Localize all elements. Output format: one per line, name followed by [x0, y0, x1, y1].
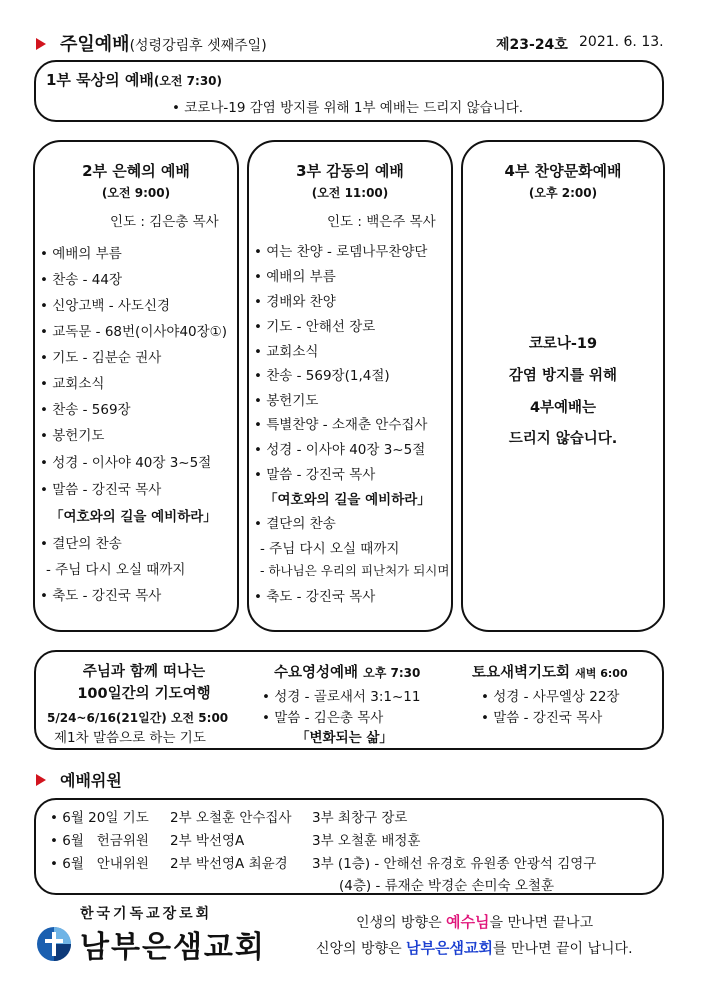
committee-service2: 2부 박선영A 최윤경: [170, 856, 288, 872]
service4-notice-line: 감염 방지를 위해: [508, 368, 618, 384]
list-item: • 기도 - 김분순 권사: [40, 350, 162, 366]
committee-service3: 3부 (1층) - 안해선 유경호 유원종 안광석 김영구: [312, 856, 597, 872]
service1-time: (오전 7:30): [153, 74, 223, 88]
denomination: 한국기독교장로회: [80, 906, 213, 922]
committee-heading: 예배위원: [60, 771, 122, 790]
saturday-sermon: • 말씀 - 강진국 목사: [481, 710, 603, 726]
church-logo-icon: [36, 926, 72, 962]
committee-month: • 6월 안내위원: [50, 856, 149, 872]
list-item: • 결단의 찬송: [254, 516, 336, 532]
motto-highlight: 남부은샘교회: [406, 939, 493, 957]
list-item: • 신앙고백 - 사도신경: [40, 298, 171, 314]
motto-text: 를 만나면 끝이 납니다.: [493, 941, 633, 957]
service2-leader: 인도 : 김은총 목사: [110, 214, 219, 230]
service4-notice-line: 드리지 않습니다.: [508, 431, 618, 447]
list-item: • 봉헌기도: [40, 428, 105, 444]
list-item: • 찬송 - 44장: [40, 272, 123, 288]
list-item: - 주님 다시 오실 때까지: [46, 562, 186, 578]
service1-title: 1부 묵상의 예배: [46, 71, 154, 89]
list-item: • 말씀 - 강진국 목사: [254, 467, 376, 483]
list-item: • 축도 - 강진국 목사: [254, 589, 376, 605]
list-item: • 여는 찬양 - 로뎀나무찬양단: [254, 244, 428, 260]
list-item: - 하나님은 우리의 피난처가 되시며: [260, 563, 450, 578]
committee-service2: 2부 오철훈 안수집사: [170, 810, 292, 826]
list-item: • 성경 - 이사야 40장 3~5절: [40, 455, 212, 471]
journey-desc: 제1차 말씀으로 하는 기도: [54, 730, 206, 746]
saturday-scripture: • 성경 - 사무엘상 22장: [481, 689, 620, 705]
page-title: [60, 30, 267, 56]
list-item: • 예배의 부름: [254, 269, 336, 285]
sermon-title: 「여호와의 길을 예비하라」: [264, 492, 431, 508]
list-item: • 찬송 - 569장(1,4절): [254, 368, 390, 384]
list-item: • 특별찬양 - 소재춘 안수집사: [254, 417, 428, 433]
arrow-icon: [36, 38, 46, 50]
wednesday-time: 오후 7:30: [363, 666, 421, 680]
service2-title: 2부 은혜의 예배: [82, 162, 190, 180]
service1-heading: [46, 69, 222, 90]
list-item: • 예배의 부름: [40, 246, 122, 262]
list-item: • 결단의 찬송: [40, 536, 122, 552]
service3-leader: 인도 : 백은주 목사: [327, 214, 436, 230]
wednesday-scripture: • 성경 - 골로새서 3:1~11: [262, 689, 421, 705]
list-item: • 말씀 - 강진국 목사: [40, 482, 162, 498]
list-item: • 교회소식: [254, 344, 319, 360]
service4-notice-line: 4부예배는: [529, 400, 597, 416]
committee-month: • 6월 헌금위원: [50, 833, 149, 849]
wednesday-sermon-title: 「변화되는 삶」: [296, 730, 393, 746]
list-item: • 교회소식: [40, 376, 105, 392]
list-item: • 경배와 찬양: [254, 294, 336, 310]
subtitle: (성령강림후 셋째주일): [129, 38, 267, 54]
journey-period: 5/24~6/16(21일간) 오전 5:00: [47, 711, 229, 725]
sermon-title: 「여호와의 길을 예비하라」: [50, 509, 217, 525]
service2-time: (오전 9:00): [101, 186, 171, 200]
service4-box: [461, 140, 665, 632]
list-item: • 성경 - 이사야 40장 3~5절: [254, 442, 426, 458]
wednesday-heading: [274, 661, 420, 682]
motto-line-2: [316, 937, 633, 958]
committee-service3: (4층) - 류재순 박경순 손미숙 오철훈: [339, 878, 554, 894]
list-item: • 찬송 - 569장: [40, 402, 131, 418]
committee-month: • 6월 20일 기도: [50, 810, 149, 826]
committee-service3: 3부 오철훈 배정훈: [312, 833, 421, 849]
service3-title: 3부 감동의 예배: [296, 162, 404, 180]
list-item: • 교독문 - 68번(이사야40장①): [40, 324, 228, 340]
journey-title-line: 주님과 함께 떠나는: [82, 664, 206, 680]
motto-text: 신앙의 방향은: [316, 941, 407, 957]
list-item: • 봉헌기도: [254, 393, 319, 409]
committee-service3: 3부 최창구 장로: [312, 810, 408, 826]
church-name: 남부은샘교회: [80, 930, 266, 965]
list-item: - 주님 다시 오실 때까지: [260, 541, 400, 557]
issue-number: 제23-24호: [496, 37, 568, 53]
motto-text: 인생의 방향은: [356, 915, 447, 931]
title: 주일예배: [60, 34, 130, 55]
arrow-icon: [36, 774, 46, 786]
service4-time: (오후 2:00): [528, 186, 598, 200]
saturday-title: 토요새벽기도회: [472, 665, 571, 681]
list-item: • 축도 - 강진국 목사: [40, 588, 162, 604]
list-item: • 기도 - 안해선 장로: [254, 319, 376, 335]
saturday-heading: [472, 661, 628, 682]
motto-line-1: [356, 911, 593, 932]
service3-time: (오전 11:00): [311, 186, 389, 200]
saturday-time: 새벽 6:00: [575, 667, 628, 680]
service4-title: 4부 찬양문화예배: [504, 162, 622, 180]
committee-service2: 2부 박선영A: [170, 833, 245, 849]
service4-notice-line: 코로나-19: [528, 336, 598, 352]
issue-date: 2021. 6. 13.: [579, 34, 664, 50]
wednesday-title: 수요영성예배: [274, 665, 359, 681]
motto-text: 을 만나면 끝나고: [489, 915, 594, 931]
service1-notice: • 코로나-19 감염 방지를 위해 1부 예배는 드리지 않습니다.: [172, 100, 524, 116]
journey-title-line: 100일간의 기도여행: [77, 686, 211, 702]
motto-highlight: 예수님: [446, 913, 490, 931]
wednesday-sermon: • 말씀 - 김은총 목사: [262, 710, 384, 726]
